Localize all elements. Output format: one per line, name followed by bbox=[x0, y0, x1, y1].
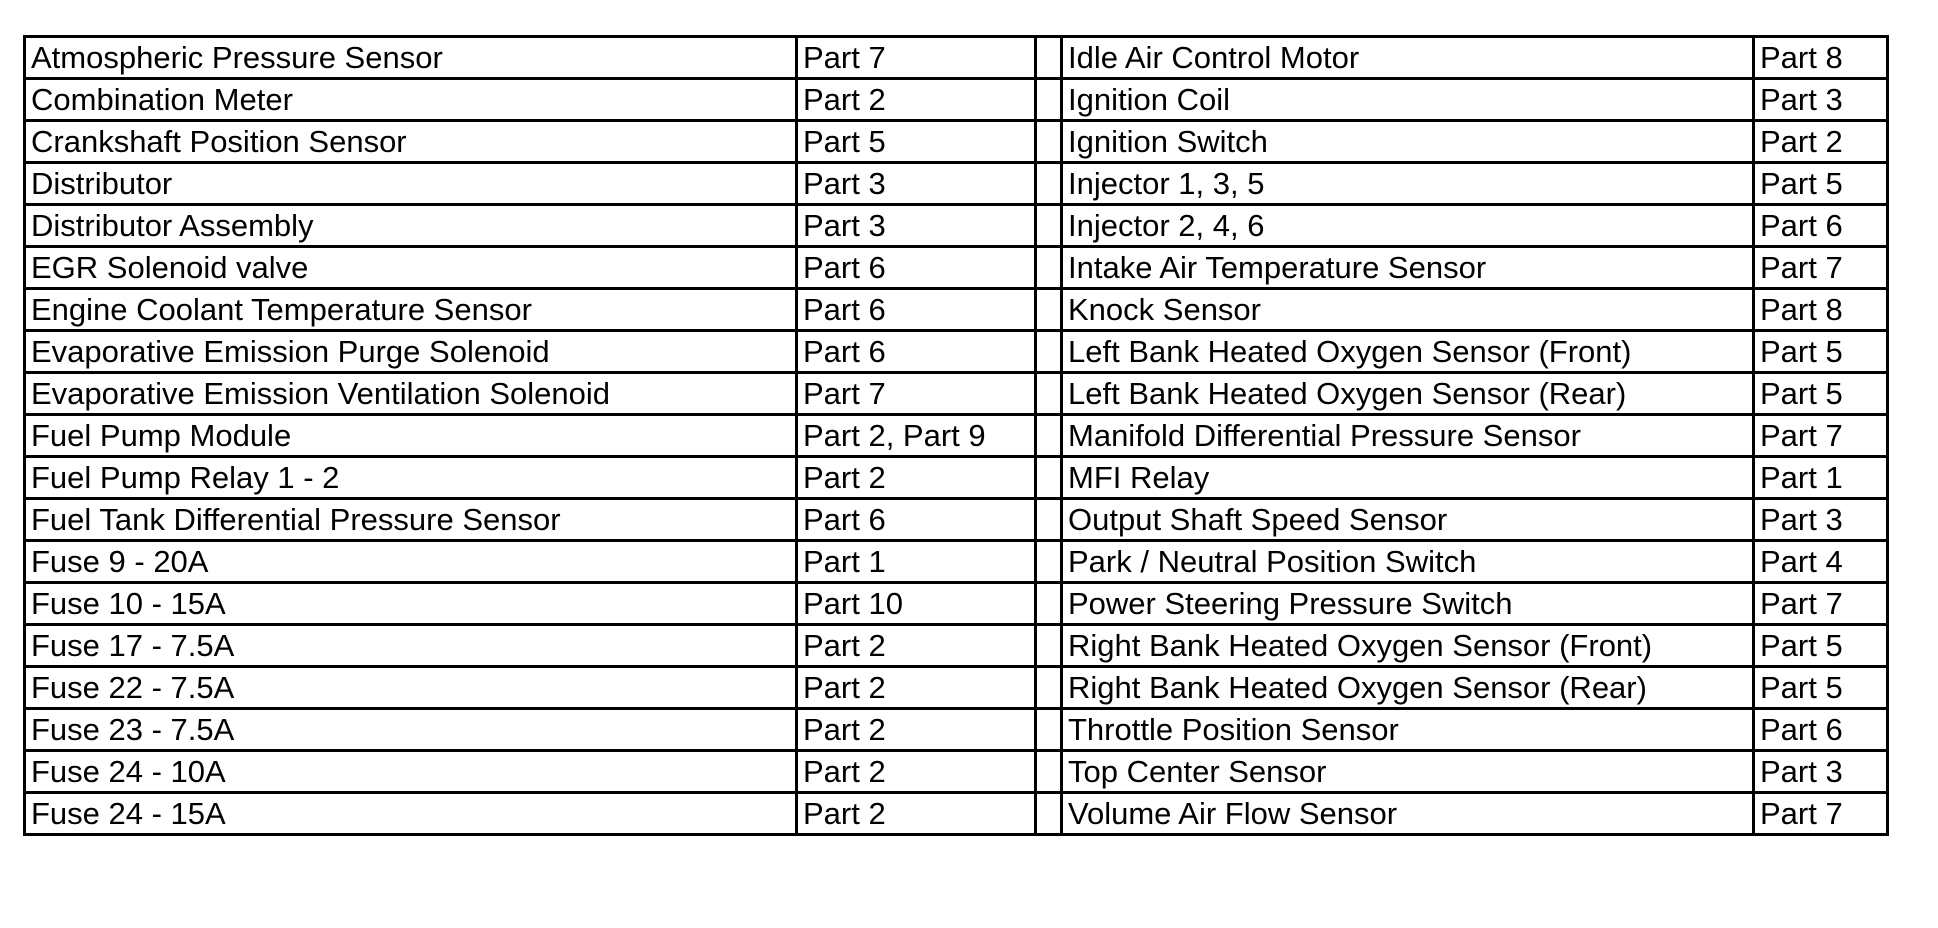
table-row bbox=[25, 331, 1888, 373]
left-part-cell: Part 2 bbox=[797, 79, 1036, 121]
right-part-cell: Part 6 bbox=[1754, 205, 1888, 247]
left-part-cell: Part 2 bbox=[797, 625, 1036, 667]
right-part-cell: Part 4 bbox=[1754, 541, 1888, 583]
left-part-cell: Part 6 bbox=[797, 289, 1036, 331]
right-component-cell: Injector 2, 4, 6 bbox=[1062, 205, 1754, 247]
column-gap-cell bbox=[1036, 793, 1062, 835]
right-component-cell: Ignition Coil bbox=[1062, 79, 1754, 121]
left-part-cell: Part 6 bbox=[797, 247, 1036, 289]
right-component-cell: Park / Neutral Position Switch bbox=[1062, 541, 1754, 583]
right-component-cell: MFI Relay bbox=[1062, 457, 1754, 499]
right-part-cell: Part 6 bbox=[1754, 709, 1888, 751]
column-gap-cell bbox=[1036, 751, 1062, 793]
left-part-cell: Part 2 bbox=[797, 709, 1036, 751]
right-part-cell: Part 5 bbox=[1754, 667, 1888, 709]
right-part-cell: Part 3 bbox=[1754, 79, 1888, 121]
column-gap-cell bbox=[1036, 583, 1062, 625]
right-component-cell: Volume Air Flow Sensor bbox=[1062, 793, 1754, 835]
column-gap-cell bbox=[1036, 499, 1062, 541]
right-part-cell: Part 5 bbox=[1754, 625, 1888, 667]
column-gap-cell bbox=[1036, 79, 1062, 121]
column-gap-cell bbox=[1036, 205, 1062, 247]
right-component-cell: Left Bank Heated Oxygen Sensor (Front) bbox=[1062, 331, 1754, 373]
right-component-cell: Power Steering Pressure Switch bbox=[1062, 583, 1754, 625]
left-component-cell: Fuse 23 - 7.5A bbox=[25, 709, 797, 751]
table-row bbox=[25, 751, 1888, 793]
right-part-cell: Part 3 bbox=[1754, 751, 1888, 793]
left-part-cell: Part 1 bbox=[797, 541, 1036, 583]
table-row bbox=[25, 541, 1888, 583]
column-gap-cell bbox=[1036, 163, 1062, 205]
left-component-cell: Combination Meter bbox=[25, 79, 797, 121]
right-part-cell: Part 5 bbox=[1754, 373, 1888, 415]
left-component-cell: Distributor bbox=[25, 163, 797, 205]
left-component-cell: Atmospheric Pressure Sensor bbox=[25, 37, 797, 79]
right-part-cell: Part 7 bbox=[1754, 247, 1888, 289]
table-row bbox=[25, 205, 1888, 247]
table-row bbox=[25, 79, 1888, 121]
right-component-cell: Injector 1, 3, 5 bbox=[1062, 163, 1754, 205]
right-component-cell: Right Bank Heated Oxygen Sensor (Rear) bbox=[1062, 667, 1754, 709]
left-component-cell: Evaporative Emission Ventilation Solenoid bbox=[25, 373, 797, 415]
right-component-cell: Left Bank Heated Oxygen Sensor (Rear) bbox=[1062, 373, 1754, 415]
right-part-cell: Part 1 bbox=[1754, 457, 1888, 499]
table-row bbox=[25, 583, 1888, 625]
column-gap-cell bbox=[1036, 247, 1062, 289]
left-component-cell: Fuse 17 - 7.5A bbox=[25, 625, 797, 667]
right-part-cell: Part 3 bbox=[1754, 499, 1888, 541]
left-component-cell: Evaporative Emission Purge Solenoid bbox=[25, 331, 797, 373]
column-gap-cell bbox=[1036, 331, 1062, 373]
left-component-cell: Fuel Pump Relay 1 - 2 bbox=[25, 457, 797, 499]
right-component-cell: Throttle Position Sensor bbox=[1062, 709, 1754, 751]
right-part-cell: Part 7 bbox=[1754, 415, 1888, 457]
left-part-cell: Part 2 bbox=[797, 457, 1036, 499]
column-gap-cell bbox=[1036, 373, 1062, 415]
table-row bbox=[25, 415, 1888, 457]
right-part-cell: Part 8 bbox=[1754, 289, 1888, 331]
right-component-cell: Idle Air Control Motor bbox=[1062, 37, 1754, 79]
column-gap-cell bbox=[1036, 121, 1062, 163]
left-part-cell: Part 3 bbox=[797, 205, 1036, 247]
table-row bbox=[25, 289, 1888, 331]
left-component-cell: Engine Coolant Temperature Sensor bbox=[25, 289, 797, 331]
left-part-cell: Part 2 bbox=[797, 667, 1036, 709]
right-part-cell: Part 2 bbox=[1754, 121, 1888, 163]
left-component-cell: Fuel Pump Module bbox=[25, 415, 797, 457]
left-component-cell: EGR Solenoid valve bbox=[25, 247, 797, 289]
table-row bbox=[25, 625, 1888, 667]
right-part-cell: Part 7 bbox=[1754, 793, 1888, 835]
right-component-cell: Top Center Sensor bbox=[1062, 751, 1754, 793]
column-gap-cell bbox=[1036, 289, 1062, 331]
component-index-body bbox=[25, 37, 1888, 835]
right-component-cell: Right Bank Heated Oxygen Sensor (Front) bbox=[1062, 625, 1754, 667]
right-part-cell: Part 8 bbox=[1754, 37, 1888, 79]
table-row bbox=[25, 499, 1888, 541]
left-part-cell: Part 7 bbox=[797, 373, 1036, 415]
table-row bbox=[25, 709, 1888, 751]
table-row bbox=[25, 457, 1888, 499]
left-part-cell: Part 6 bbox=[797, 499, 1036, 541]
table-row bbox=[25, 667, 1888, 709]
table-row bbox=[25, 247, 1888, 289]
column-gap-cell bbox=[1036, 415, 1062, 457]
left-component-cell: Distributor Assembly bbox=[25, 205, 797, 247]
left-component-cell: Fuse 24 - 15A bbox=[25, 793, 797, 835]
left-component-cell: Fuse 24 - 10A bbox=[25, 751, 797, 793]
left-part-cell: Part 5 bbox=[797, 121, 1036, 163]
column-gap-cell bbox=[1036, 37, 1062, 79]
left-part-cell: Part 2 bbox=[797, 751, 1036, 793]
table-row bbox=[25, 373, 1888, 415]
left-component-cell: Fuse 9 - 20A bbox=[25, 541, 797, 583]
right-component-cell: Intake Air Temperature Sensor bbox=[1062, 247, 1754, 289]
column-gap-cell bbox=[1036, 457, 1062, 499]
right-component-cell: Knock Sensor bbox=[1062, 289, 1754, 331]
component-index-table bbox=[23, 35, 1889, 836]
left-component-cell: Crankshaft Position Sensor bbox=[25, 121, 797, 163]
column-gap-cell bbox=[1036, 667, 1062, 709]
right-part-cell: Part 7 bbox=[1754, 583, 1888, 625]
left-component-cell: Fuse 22 - 7.5A bbox=[25, 667, 797, 709]
right-component-cell: Ignition Switch bbox=[1062, 121, 1754, 163]
left-part-cell: Part 2, Part 9 bbox=[797, 415, 1036, 457]
left-part-cell: Part 3 bbox=[797, 163, 1036, 205]
right-component-cell: Output Shaft Speed Sensor bbox=[1062, 499, 1754, 541]
left-part-cell: Part 10 bbox=[797, 583, 1036, 625]
left-component-cell: Fuse 10 - 15A bbox=[25, 583, 797, 625]
left-part-cell: Part 7 bbox=[797, 37, 1036, 79]
table-row bbox=[25, 793, 1888, 835]
table-row bbox=[25, 163, 1888, 205]
table-row bbox=[25, 37, 1888, 79]
column-gap-cell bbox=[1036, 541, 1062, 583]
left-part-cell: Part 2 bbox=[797, 793, 1036, 835]
left-component-cell: Fuel Tank Differential Pressure Sensor bbox=[25, 499, 797, 541]
left-part-cell: Part 6 bbox=[797, 331, 1036, 373]
column-gap-cell bbox=[1036, 709, 1062, 751]
column-gap-cell bbox=[1036, 625, 1062, 667]
right-part-cell: Part 5 bbox=[1754, 331, 1888, 373]
table-row bbox=[25, 121, 1888, 163]
right-part-cell: Part 5 bbox=[1754, 163, 1888, 205]
right-component-cell: Manifold Differential Pressure Sensor bbox=[1062, 415, 1754, 457]
